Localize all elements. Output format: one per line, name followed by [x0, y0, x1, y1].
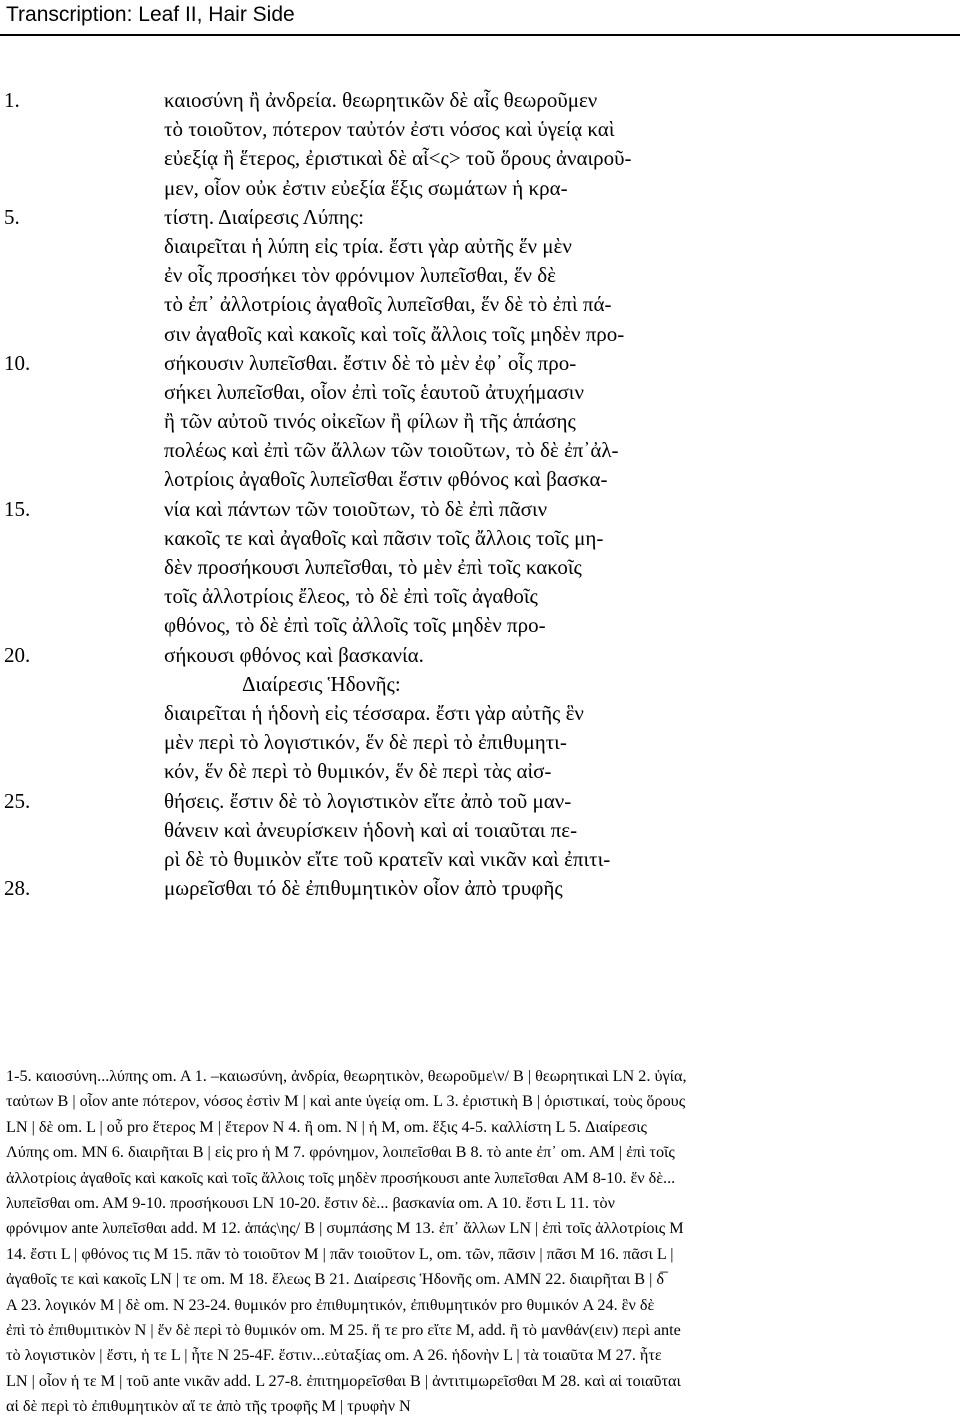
text-line [0, 261, 960, 290]
text-line [0, 86, 960, 115]
line-text: δὲν προσήκουσι λυπεῖσθαι, τὸ μὲν ἐπὶ τοῖς κακοῖς [164, 555, 582, 579]
text-line [0, 407, 960, 436]
text-line [0, 699, 960, 728]
text-line [0, 436, 960, 465]
apparatus-line: 14. ἔστι L | φθόνος τις M 15. πᾶν τὸ τοιοῦτον M | πᾶν τοιοῦτον L, om. τῶν, πᾶσιν | πᾶσι M 16. πᾶσι L | [6, 1244, 674, 1263]
line-text: διαιρεῖται ἡ λύπη εἰς τρία. ἔστι γὰρ αὐτῆς ἕν μὲν [164, 233, 572, 258]
text-line [0, 495, 960, 524]
line-text: μωρεῖσθαι τό δὲ ἐπιθυμητικὸν οἷον ἀπὸ τρυφῆς [164, 876, 563, 901]
line-text: φθόνος, τὸ δὲ ἐπὶ τοῖς ἀλλοῖς τοῖς μηδὲν προ- [164, 613, 546, 638]
line-number: 1. [4, 88, 20, 112]
line-text: κακοῖς τε καὶ ἀγαθοῖς καὶ πᾶσιν τοῖς ἄλλοις τοῖς μη- [164, 525, 604, 550]
line-number: 5. [4, 204, 20, 229]
text-line [0, 232, 960, 261]
apparatus-line: 1-5. καιοσύνη...λύπης om. A 1. –καιωσύνη, ἀνδρία, θεωρητικὸν, θεωροῦμε\ν/ B | θεωρητικαὶ LN 2. ὑγία, [6, 1067, 687, 1085]
line-text: λοτρίοις ἀγαθοῖς λυπεῖσθαι ἔστιν φθόνος καὶ βασκα- [164, 467, 608, 492]
apparatus-line: Λύπης om. MN 6. διαιρῆται B | εἰς pro ἡ M 7. φρόνημον, λοιπεῖσθαι B 8. τὸ ante ἐπ᾽ om. AM | ἐπὶ τοῖς [6, 1143, 675, 1162]
apparatus-line: A 23. λογικόν M | δὲ om. N 23-24. θυμικόν pro ἐπιθυμητικόν, ἐπιθυμητικόν pro θυμικόν A 24. ἓν δὲ [6, 1295, 655, 1314]
line-text: σήκει λυπεῖσθαι, οἷον ἐπὶ τοῖς ἑαυτοῦ ἀτυχήμασιν [164, 379, 584, 404]
main-text [0, 86, 960, 903]
text-line [0, 787, 960, 816]
line-text: διαιρεῖται ἡ ἡδονὴ εἰς τέσσαρα. ἔστι γὰρ αὐτῆς ἓν [164, 700, 584, 725]
text-line [0, 524, 960, 553]
text-line [0, 349, 960, 378]
text-line [0, 174, 960, 203]
line-text: Διαίρεσις Ἡδονῆς: [242, 671, 401, 696]
text-line [0, 845, 960, 874]
line-text: εὐεξίᾳ ἢ ἕτερος, ἐριστικαὶ δὲ αἷ<ς> τοῦ ὅρους ἀναιροῦ- [164, 146, 632, 171]
line-number: 20. [4, 642, 31, 667]
text-line [0, 757, 960, 786]
line-text: ἢ τῶν αὐτοῦ τινός οἰκεῖων ἢ φίλων ἢ τῆς ἁπάσης [164, 409, 576, 434]
header-divider [0, 34, 960, 36]
text-line [0, 874, 960, 903]
line-text: σήκουσιν λυπεῖσθαι. ἔστιν δὲ τὸ μὲν ἐφ᾽ οἷς προ- [164, 350, 577, 375]
line-text: καιοσύνη ἢ ἀνδρεία. θεωρητικῶν δὲ αἷς θεωροῦμεν [164, 88, 598, 112]
line-text: τὸ ἐπ᾽ ἀλλοτρίοις ἀγαθοῖς λυπεῖσθαι, ἕν δὲ τὸ ἐπὶ πά- [164, 292, 612, 317]
apparatus-line: ἀλλοτρίοις ἀγαθοῖς καὶ κακοῖς καὶ τοῖς ἄλλοις τοῖς μηδὲν προσήκουσι ante λυπεῖσθαι AM 8-10. ἕν δὲ... [6, 1168, 676, 1187]
text-line [0, 115, 960, 144]
apparatus-line: LN | δὲ om. L | οὗ pro ἕτερος M | ἕτερον N 4. ἢ om. N | ἡ M, om. ἕξις 4-5. καλλίστη L 5. Διαίρεσις [6, 1117, 647, 1136]
line-text: πολέως καὶ ἐπὶ τῶν ἄλλων τῶν τοιοῦτων, τὸ δὲ ἐπ᾽ἀλ- [164, 438, 619, 463]
apparatus-line: ταὐτων B | οἷον ante πότερον, νόσος ἐστὶν M | καὶ ante ὑγείᾳ om. L 3. ἐριστικὴ B | ὁριστικαί, τοὺς ὅρους [6, 1092, 686, 1111]
line-text: ρὶ δὲ τὸ θυμικὸν εἴτε τοῦ κρατεῖν καὶ νικᾶν καὶ ἐπιτι- [164, 846, 611, 871]
line-number: 15. [4, 496, 31, 521]
apparatus-line: λυπεῖσθαι om. AM 9-10. προσήκουσι LN 10-20. ἔστιν δὲ... βασκανία om. A 10. ἔστι L 11. τὸν [6, 1194, 615, 1213]
apparatus-line: φρόνιμον ante λυπεῖσθαι add. M 12. ἁπάς\ης/ B | συμπάσης M 13. ἐπ᾽ ἄλλων LN | ἐπὶ τοῖς ἀλλοτρίοις M [6, 1219, 684, 1238]
text-line [0, 290, 960, 319]
text-line [0, 144, 960, 173]
line-text: θήσεις. ἔστιν δὲ τὸ λογιστικὸν εἴτε ἀπὸ τοῦ μαν- [164, 788, 572, 813]
line-number: 25. [4, 788, 31, 813]
page-title: Transcription: Leaf II, Hair Side [6, 3, 295, 26]
line-text: κόν, ἕν δὲ περὶ τὸ θυμικόν, ἕν δὲ περὶ τὰς αἰσ- [164, 759, 552, 784]
line-number: 28. [4, 876, 31, 901]
text-line [0, 728, 960, 757]
line-text: μεν, οἷον οὐκ ἐστιν εὐεξία ἕξις σωμάτων ἡ κρα- [164, 175, 568, 200]
critical-apparatus [6, 1064, 956, 1420]
text-line [0, 203, 960, 232]
apparatus-line: LN | οἷον ἡ τε M | τοῦ ante νικᾶν add. L 27-8. ἐπιτημορεῖσθαι B | ἀντιτιμωρεῖσθαι M 28. καὶ αἱ τοιαῦται [6, 1371, 681, 1390]
line-text: νία καὶ πάντων τῶν τοιοῦτων, τὸ δὲ ἐπὶ πᾶσιν [164, 496, 548, 521]
line-text: μὲν περὶ τὸ λογιστικόν, ἕν δὲ περὶ τὸ ἐπιθυμητι- [164, 730, 567, 755]
line-text: θάνειν καὶ ἀνευρίσκειν ἡδονὴ καὶ αἱ τοιαῦται πε- [164, 817, 578, 842]
text-line [0, 582, 960, 611]
text-line [0, 816, 960, 845]
line-number: 10. [4, 350, 31, 375]
text-line [0, 378, 960, 407]
text-line [0, 641, 960, 670]
text-line [0, 320, 960, 349]
apparatus-line: τὸ λογιστικὸν | ἔστι, ἡ τε L | ἦτε N 25-4F. ἔστιν...εὐταξίας om. A 26. ἡδονὴν L | τὰ τοιαῦτα M 27. ἦτε [6, 1346, 662, 1365]
line-text: τίστη. Διαίρεσις Λύπης: [164, 204, 365, 229]
text-line [0, 611, 960, 640]
line-text: τὸ τοιοῦτον, πότερον ταὐτόν ἐστι νόσος καὶ ὑγείᾳ καὶ [164, 117, 615, 142]
apparatus-line: ἀγαθοῖς τε καὶ κακοῖς LN | τε om. M 18. ἔλεως B 21. Διαίρεσις Ἡδονῆς om. AMN 22. διαιρῆται B | δ̅ [6, 1270, 665, 1289]
apparatus-line: ἐπὶ τὸ ἐπιθυμιτικὸν N | ἕν δὲ περὶ τὸ θυμικόν om. M 25. ἥ τε pro εἴτε M, add. ἢ τὸ μανθάν(ειν) περὶ ante [6, 1321, 681, 1340]
apparatus-line: αἱ δὲ περὶ τὸ ἐπιθυμητικὸν αἵ τε ἀπὸ τῆς τροφῆς M | τρυφὴν N [6, 1397, 411, 1416]
line-text: σήκουσι φθόνος καὶ βασκανία. [164, 642, 424, 667]
line-text: σιν ἀγαθοῖς καὶ κακοῖς καὶ τοῖς ἄλλοις τοῖς μηδὲν προ- [164, 321, 625, 346]
text-line [0, 465, 960, 494]
line-text: τοῖς ἀλλοτρίοις ἔλεος, τὸ δὲ ἐπὶ τοῖς ἀγαθοῖς [164, 584, 538, 609]
text-line [0, 553, 960, 582]
text-line [0, 670, 960, 699]
line-text: ἐν οἷς προσήκει τὸν φρόνιμον λυπεῖσθαι, ἕν δὲ [164, 263, 556, 288]
